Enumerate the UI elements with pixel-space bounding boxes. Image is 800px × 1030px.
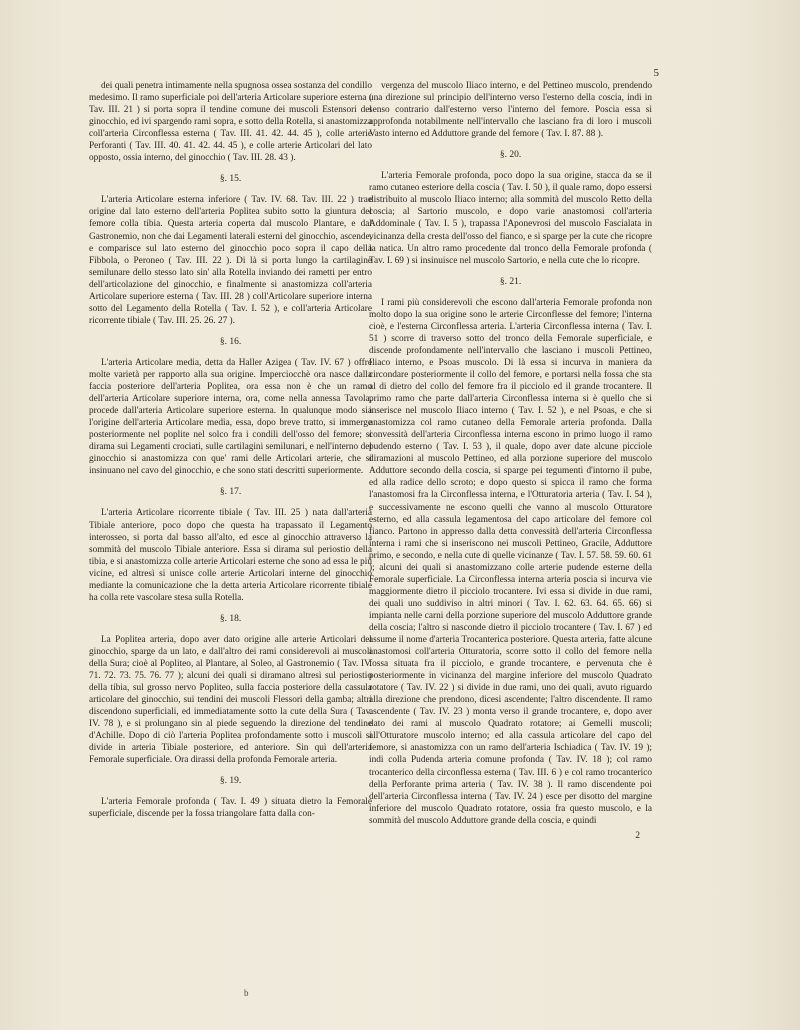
paragraph: vergenza del muscolo Iliaco interno, e del Pettineo muscolo, prendendo una direzione sul principio dell'interno verso l'esterno della coscia, indi in senso contrario dall'esterno verso l'interno del femore. Poscia essa si approfonda notabilmente nell'intervallo che lasciano fra di loro i muscoli Vasto interno ed Adduttore grande del femore ( Tav. I. 87. 88 ).: [369, 81, 652, 140]
right-column: [369, 80, 652, 842]
section-number: §. 15.: [219, 174, 242, 185]
section-number: §. 19.: [219, 776, 242, 787]
paragraph: La Poplitea arteria, dopo aver dato origine alle arterie Articolari del ginocchio, sparge da un lato, e dall'altro dei rami considerevoli ai muscoli della Sura; cioè al Popliteo, al Plantare, al Soleo, al Gastronemio ( Tav. IV. 71. 72. 73. 75. 76. 77 ); alcuni dei quali si diramano altresì sul periostio della tibia, sul grosso nervo Popliteo, sulla faccia posteriore della cassula articolare del ginocchio, sui tendini dei muscoli Flessori della gamba; altri discendono superficiali, ed immediatamente sotto la cute della Sura ( Tav. IV. 78 ), e si prolungano sin al piede seguendo la direzione del tendine d'Achille. Dopo di ciò l'arteria Poplitea profondamente sotto i muscoli si divide in arteria Tibiale posteriore, ed anteriore. Sin quì dell'arteria Femorale superficiale. Ora dirassi della profonda Femorale arteria.: [89, 634, 372, 766]
paragraph: L'arteria Articolare esterna inferiore ( Tav. IV. 68. Tav. III. 22 ) trae origine dal lato esterno dell'arteria Poplitea subito sotto la giuntura del femore colla tibia. Questa arteria coperta dal muscolo Plantare, e dal Gastronemio, non che dai Legamenti laterali esterni del ginocchio, ascende, e comparisce sul lato esterno del ginocchio poco sopra il capo della Fibbola, o Peroneo ( Tav. III. 22 ). Di là si porta lungo la cartilagine semilunare dello stesso lato sin' alla Rotella inviando dei rametti per entro dell'articolazione del ginocchio, e finalmente si anastomizza coll'arteria Articolare superiore esterna ( Tav. III. 28 ) coll'Articolare superiore interna sotto del Legamento della Rotella ( Tav. I. 52 ), e coll'arteria Articolare ricorrente tibiale ( Tav. III. 25. 26. 27 ).: [89, 195, 372, 326]
printer-mark: b: [244, 988, 249, 998]
section-number: §. 20.: [499, 150, 522, 161]
section-number: §. 18.: [219, 613, 242, 624]
paragraph: L'arteria Femorale profonda, poco dopo la sua origine, stacca da se il ramo cutaneo esteriore della coscia ( Tav. I. 50 ), il quale ramo, dopo essersi distribuito al muscolo Iliaco interno; alla sommità del muscolo Retto della coscia; al Sartorio muscolo, e dopo varie anastomosi coll'arteria Addominale ( Tav. I. 5 ), trapassa l'Aponevrosi del muscolo Fascialata in vicinanza della cresta dell'osso del fianco, e si sparge per la cute che ricopre la natica. Un altro ramo procedente dal tronco della Femorale profonda ( Tav. I. 69 ) si insinuisce nel muscolo Sartorio, e nella cute che lo ricopre.: [369, 171, 652, 266]
section-number: §. 21.: [499, 276, 522, 287]
section-number: §. 16.: [219, 336, 242, 347]
page-number: 5: [653, 67, 659, 79]
paragraph: L'arteria Articolare media, detta da Haller Azigea ( Tav. IV. 67 ) offre molte varietà per rapporto alla sua origine. Imperciocchè ora nasce dalla faccia posteriore dell'arteria Poplitea, ora essa non è che un ramo dell'arteria Articolare superiore interna, ora, come nella annessa Tavola, procede dall'arteria Articolare superiore esterna. In qualunque modo sia l'origine dell'arteria Articolare media, essa, dopo breve tratto, si immerge posteriormente nel poplite nel solco fra i condili dell'osso del femore; si dirama sui Legamenti crociati, sulle cartilagini semilunari, e nell'interno del ginocchio si anastomizza con que' rami delle Articolari arterie, che si insinuano nel cavo del ginocchio, e che sono stati descritti superiormente.: [89, 357, 372, 477]
section-number: §. 17.: [219, 487, 242, 498]
paragraph: L'arteria Femorale profonda ( Tav. I. 49 ) situata dietro la Femorale superficiale, discende per la fossa triangolare fatta dalla con-: [89, 797, 372, 820]
signature-mark: 2: [635, 830, 640, 841]
paragraph: L'arteria Articolare ricorrente tibiale ( Tav. III. 25 ) nata dall'arteria Tibiale anteriore, poco dopo che questa ha trapassato il Legamento interosseo, si porta dal basso all'alto, ed esce al ginocchio attraverso la sommità del muscolo Tibiale anteriore. Essa si dirama sul periostio della tibia, e si anastomizza colle arterie Articolari esterne che sono ad essa le più vicine, ed altresì si unisce colle arterie Articolari interne del ginocchio mediante la comunicazione che la detta arteria Articolare ricorrente tibiale ha colla rete vascolare stesa sulla Rotella.: [89, 508, 372, 603]
paragraph: I rami più considerevoli che escono dall'arteria Femorale profonda non molto dopo la sua origine sono le arterie Circonflesse del femore; l'interna cioè, e l'esterna Circonflessa arteria. L'arteria Circonflessa interna ( Tav. I. 51 ) scorre di traverso sotto del tronco della Femorale superficiale, e discende profondamente nell'intervallo che lasciano i muscoli Pettineo, Iliaco interno, e Psoas muscolo. Di là essa si incurva in maniera da circondare posteriormente il collo del femore, e portarsi nella fossa che sta al di dietro del collo del femore fra il picciolo ed il grande trocantere. Il primo ramo che parte dall'arteria Circonflessa interna si è quello che si inserisce nel muscolo Iliaco interno ( Tav. I. 52 ), e nel Psoas, e che si anastomizza col ramo cutaneo della Femorale arteria profonda. Dalla convessità dell'arteria Circonflessa interna escono in primo luogo il ramo pudendo esterno ( Tav. I. 53 ), il quale, dopo aver date alcune picciole diramazioni al muscolo Pettineo, ed alla porzione superiore del muscolo Adduttore secondo della coscia, si sparge pei tegumenti d'intorno il pube, ed alla radice dello scroto; e dopo questo si spicca il ramo che forma l'anastomosi fra la Circonflessa interna, e l'Otturatoria arteria ( Tav. I. 54 ), e successivamente ne escono quelli che vanno al muscolo Otturatore esterno, ed alla cassula legamentosa del capo articolare del femore col fianco. Partono in appresso dalla detta convessità dell'arteria Circonflessa interna i rami che si inseriscono nei muscoli Pettineo, Gracile, Adduttore primo, e secondo, e nella cute di quelle vicinanze ( Tav. I. 57. 58. 59. 60. 61 ); alcuni dei quali si anastomizzano colle arterie pudende esterne della Femorale superficiale. La Circonflessa interna arteria poscia si incurva vie maggiormente dietro il picciolo trocantere. Ivi essa si divide in due rami, dei quali uno suddiviso in altri minori ( Tav. I. 62. 63. 64. 65. 66) si impianta nelle carni della porzione superiore del muscolo Adduttore grande della coscia; l'altro si nasconde dietro il picciolo trocantere ( Tav. I. 67 ) ed assume il nome d'arteria Trocanterica posteriore. Questa arteria, fatte alcune anastomosi coll'arteria Otturatoria, scorre sotto il collo del femore nella fossa situata fra il picciolo, e grande trocantere, e pervenuta che è posteriormente in vicinanza del margine inferiore del muscolo Quadrato rotatore ( Tav. IV. 22 ) si divide in due rami, uno dei quali, avuto riguardo alla direzione che prendono, dicesi ascendente; l'altro discendente. Il ramo ascendente ( Tav. IV. 23 ) monta verso il grande trocantere, e, dopo aver dato dei rami al muscolo Quadrato rotatore; ai Gemelli muscoli; all'Otturatore muscolo interno; ed alla cassula articolare del capo del femore, si anastomizza con un ramo dell'arteria Ischiadica ( Tav. IV. 19 ); indi colla Pudenda arteria comune profonda ( Tav. IV. 18 ); col ramo trocanterico della circonflessa esterna ( Tav. III. 6 ) e col ramo trocanterico della Perforante prima arteria ( Tav. IV. 38 ). Il ramo discendente poi dell'arteria Circonflessa interna ( Tav. IV. 24 ) esce per disotto del margine inferiore del muscolo Quadrato rotatore, ossia fra questo muscolo, e la sommità del muscolo Adduttore grande della coscia, e quindi: [369, 297, 652, 826]
paragraph: dei quali penetra intimamente nella spugnosa ossea sostanza del condillo medesimo. Il ramo superficiale poi dell'arteria Articolare superiore esterna ( Tav. III. 21 ) si porta sopra il tendine comune dei muscoli Estensori del ginocchio, ed ivi spargendo rami sopra, e sotto della Rotella, si anastomizza coll'arteria Circonflessa esterna ( Tav. III. 41. 42. 44. 45 ), colle arterie Perforanti ( Tav. III. 40. 41. 42. 44. 45 ), e colle arterie Articolari del lato opposto, ossia interno, del ginocchio ( Tav. III. 28. 43 ).: [89, 81, 372, 164]
left-column: [89, 80, 372, 826]
